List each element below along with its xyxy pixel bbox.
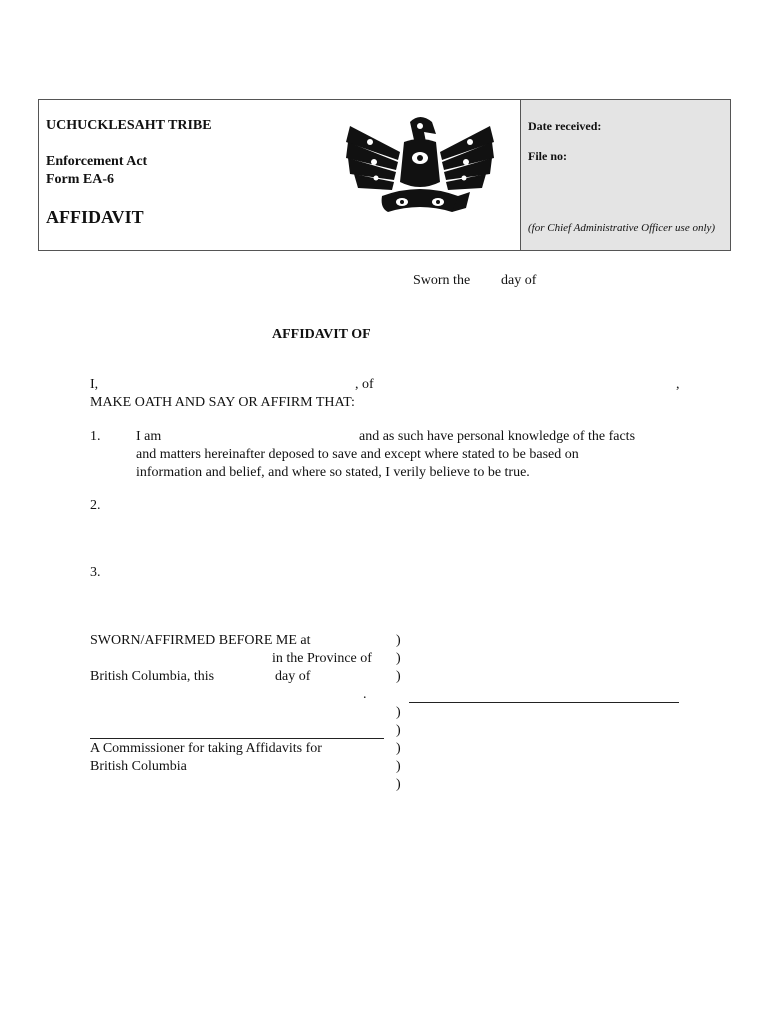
affidavit-of-heading: AFFIDAVIT OF — [272, 327, 371, 342]
paren: ) — [396, 633, 401, 648]
form-number: Form EA-6 — [46, 172, 115, 187]
jurat-line-2: in the Province of — [272, 651, 372, 666]
item-2-number: 2. — [90, 498, 101, 513]
item-1-text: and as such have personal knowledge of the facts — [359, 429, 636, 444]
document-type: AFFIDAVIT — [46, 207, 144, 227]
jurat-line-1: SWORN/AFFIRMED BEFORE ME at — [90, 633, 311, 648]
item-1-lead: I am — [136, 429, 162, 444]
day-of-label: day of — [501, 273, 537, 288]
intro-comma: , — [676, 377, 680, 392]
paren: ) — [396, 669, 401, 684]
jurat-line-3: British Columbia, this — [90, 669, 215, 684]
item-1-line-2: and matters hereinafter deposed to save and except where stated to be based on — [136, 447, 579, 462]
item-1-number: 1. — [90, 429, 101, 444]
jurat-day-of: day of — [275, 669, 311, 684]
paren: ) — [396, 723, 401, 738]
tribe-name: UCHUCKLESAHT TRIBE — [46, 118, 212, 133]
item-1-line-3: information and belief, and where so stated, I verily believe to be true. — [136, 465, 530, 480]
paren: ) — [396, 759, 401, 774]
deponent-signature-line[interactable] — [409, 702, 679, 703]
act-name: Enforcement Act — [46, 154, 148, 169]
file-no-label: File no: — [528, 149, 567, 163]
date-received-label: Date received: — [528, 119, 602, 133]
office-use-note: (for Chief Administrative Officer use only) — [528, 222, 716, 234]
paren: ) — [396, 741, 401, 756]
commissioner-signature-line[interactable] — [90, 738, 384, 739]
oath-statement: MAKE OATH AND SAY OR AFFIRM THAT: — [90, 395, 355, 410]
commissioner-title-line-1: A Commissioner for taking Affidavits for — [90, 741, 322, 756]
item-3-number: 3. — [90, 565, 101, 580]
paren: ) — [396, 705, 401, 720]
sworn-the-label: Sworn the — [413, 273, 471, 288]
commissioner-title-line-2: British Columbia — [90, 759, 187, 774]
paren: ) — [396, 651, 401, 666]
intro-of: , of — [355, 377, 374, 392]
jurat-period: . — [363, 687, 367, 702]
intro-i: I, — [90, 377, 99, 392]
thunderbird-crest-icon — [340, 112, 500, 224]
paren: ) — [396, 777, 401, 792]
